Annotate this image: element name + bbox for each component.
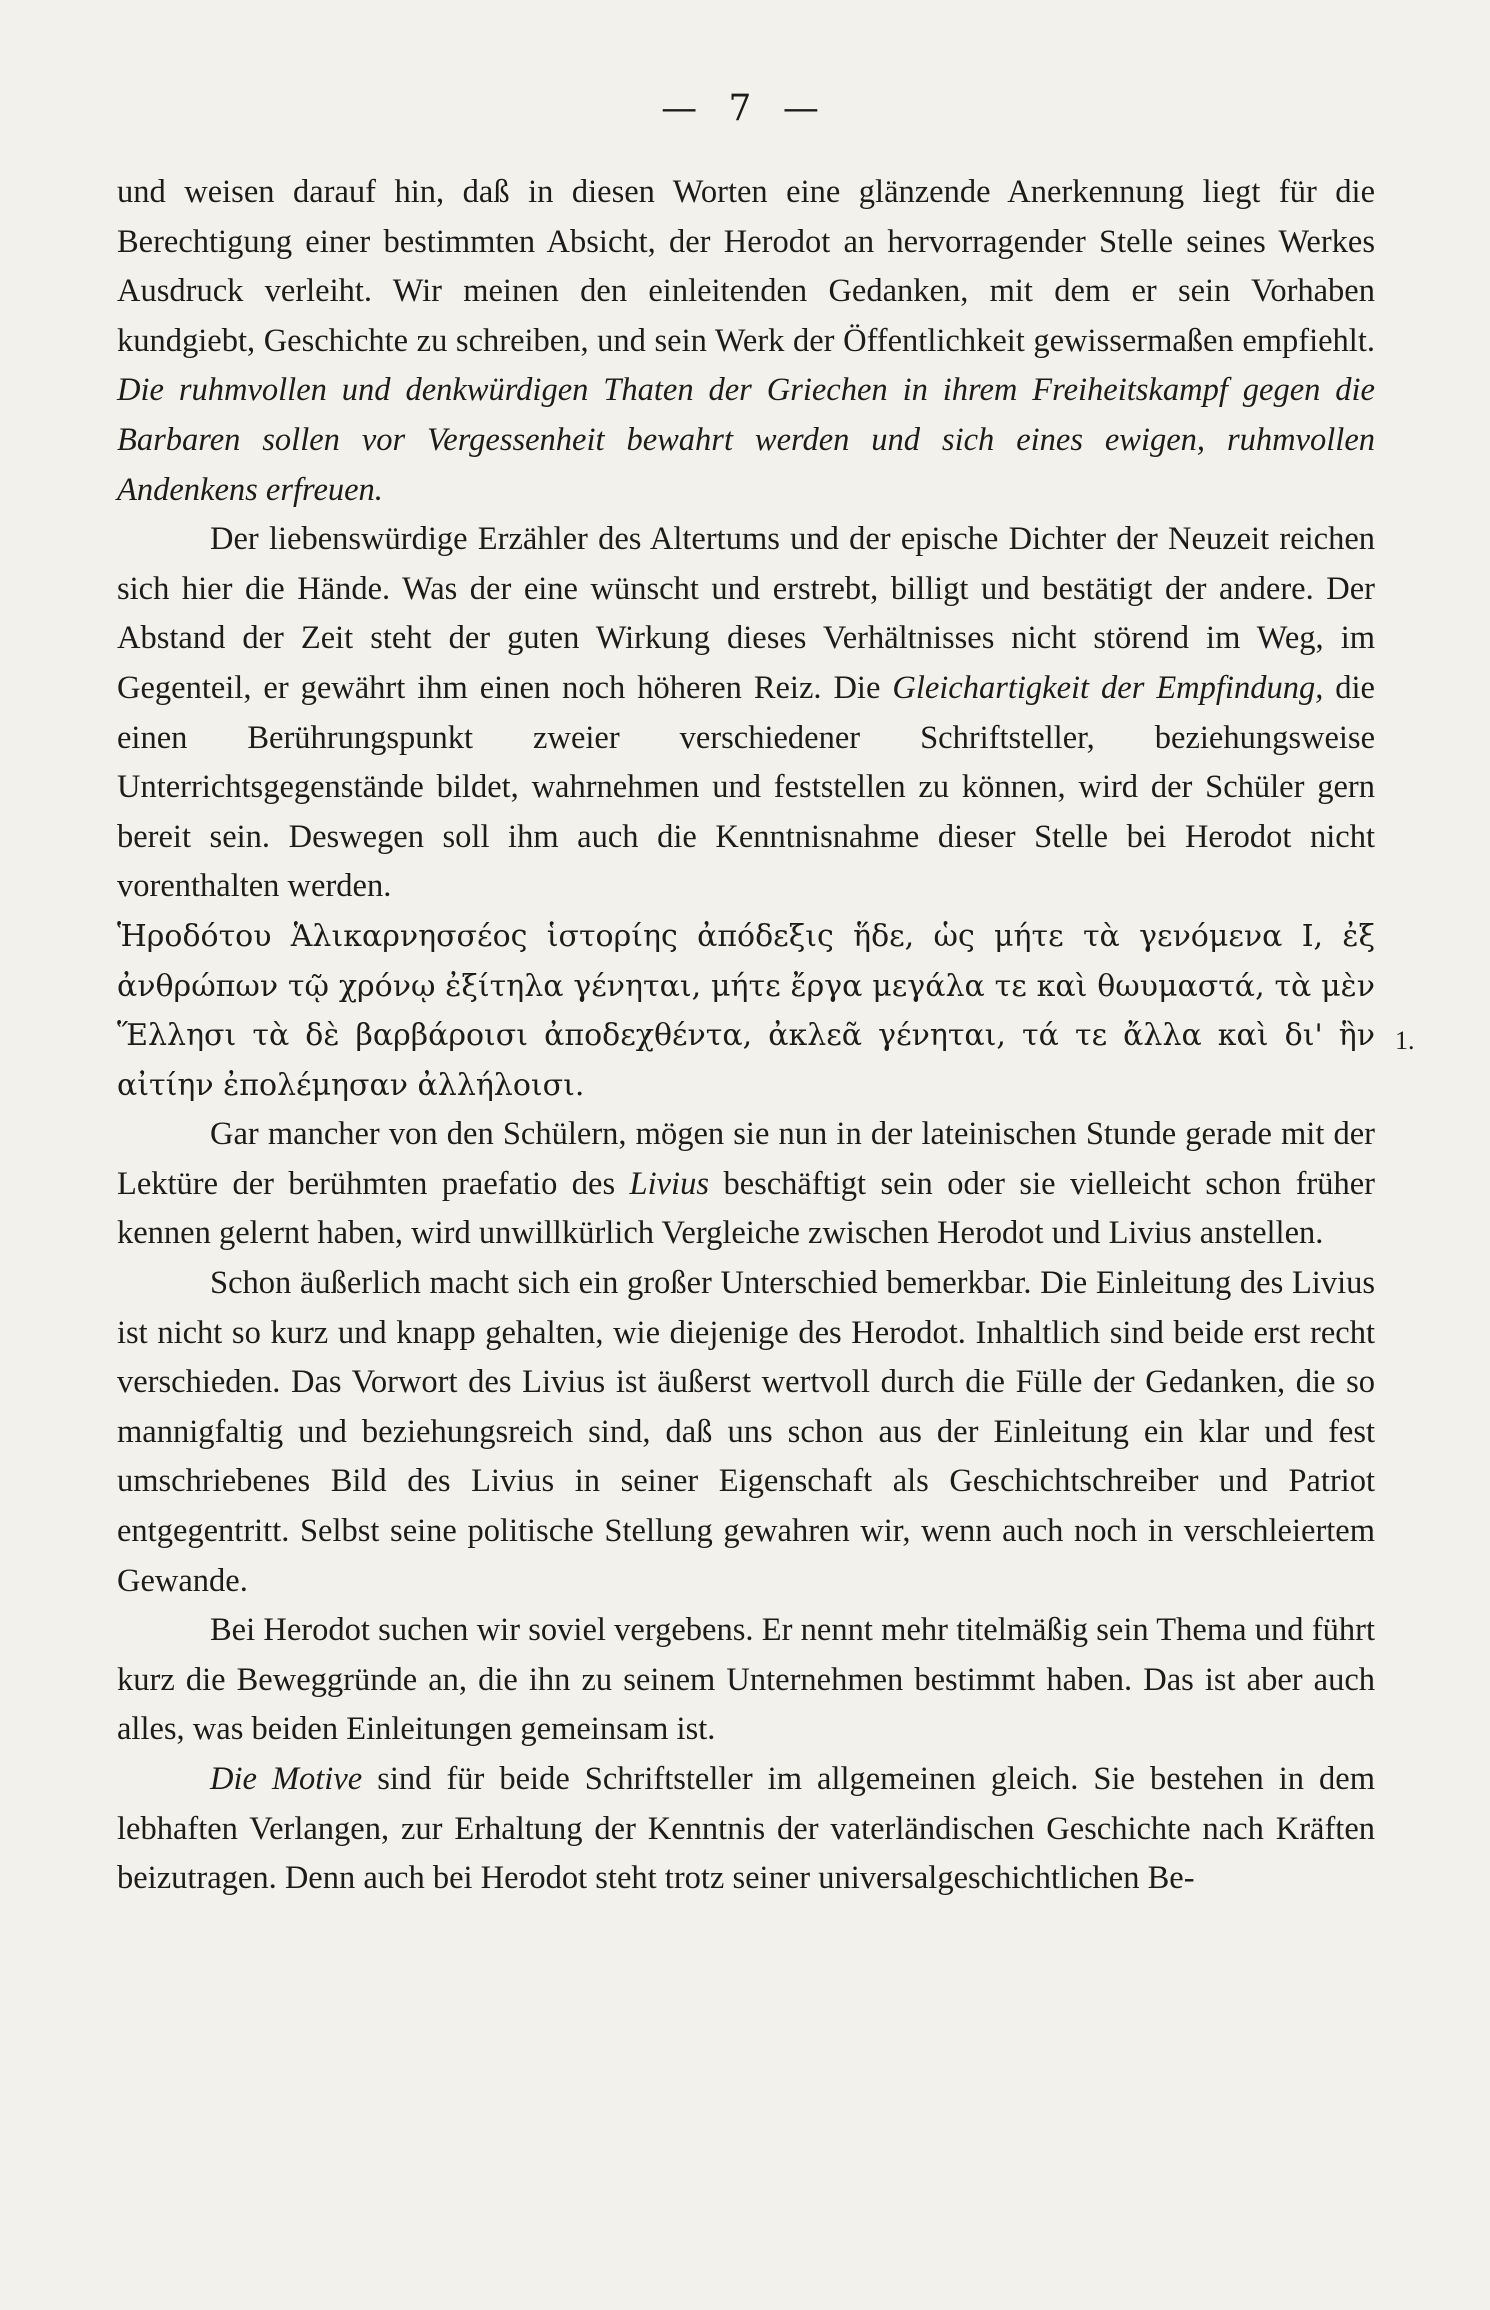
- greek-quotation: Ἡροδότου Ἁλικαρνησσέος ἱστορίης ἀπόδεξις ἥδε, ὡς μήτε τὰ γενόμενα I, ἐξ ἀνθρώπων τῷ χρόνῳ ἐξίτηλα γένηται, μήτε ἔργα μεγάλα τε καὶ θωυμαστά, τὰ μὲν Ἕλλησι τὰ δὲ βαρβάροισι ἀποδεχθέντα, ἀκλεᾶ γένηται, τά τε ἄλλα καὶ δι' ἣν αἰτίην ἐπολέμησαν ἀλλήλοισι.: [117, 918, 1375, 1103]
- paragraph-6-italic: Die Motive: [210, 1761, 363, 1797]
- page-body: [117, 168, 1375, 1904]
- paragraph-6: [117, 1755, 1375, 1904]
- paragraph-2-text-a: Der liebenswürdige Erzähler des Altertums und der epische Dichter der Neuzeit reichen sich hier die Hände. Was der eine wünscht und erstrebt, billigt und bestätigt der andere. Der Abstand der Zeit steht der guten Wirkung dieses Verhältnisses nicht störend im Weg, im Gegenteil, er gewährt ihm einen noch höheren Reiz. Die: [117, 521, 1375, 706]
- paragraph-3-text-a: Gar mancher von den Schülern, mögen sie nun in der lateinischen Stunde gerade mit der Lektüre der berühmten praefatio des: [117, 1116, 1375, 1202]
- paragraph-6-text: sind für beide Schriftsteller im allgemeinen gleich. Sie bestehen in dem lebhaften Verlangen, zur Erhaltung der Kenntnis der vaterländischen Geschichte nach Kräften beizutragen. Denn auch bei Herodot steht trotz seiner universalgeschichtlichen Be-: [117, 1761, 1375, 1897]
- page-number: — 7 —: [661, 88, 829, 129]
- paragraph-1-text: und weisen darauf hin, daß in diesen Worten eine glänzende Anerkennung liegt für die Berechtigung einer bestimmten Absicht, der Herodot an hervorragender Stelle seines Werkes Ausdruck verleiht. Wir meinen den einleitenden Gedanken, mit dem er sein Vorhaben kundgiebt, Geschichte zu schreiben, und sein Werk der Öffentlichkeit gewissermaßen empfiehlt.: [117, 174, 1375, 359]
- paragraph-2: [117, 515, 1375, 912]
- margin-note: 1.: [1395, 1026, 1415, 1055]
- paragraph-3-text-b: beschäftigt sein oder sie vielleicht schon früher kennen gelernt haben, wird unwillkürlich Vergleiche zwischen Herodot und Livius anstellen.: [117, 1165, 1375, 1252]
- paragraph-5: Bei Herodot suchen wir soviel vergebens. Er nennt mehr titelmäßig sein Thema und führt kurz die Beweggründe an, die ihn zu seinem Unternehmen bestimmt haben. Das ist aber auch alles, was beiden Einleitungen gemeinsam ist.: [117, 1612, 1375, 1748]
- paragraph-1: [117, 168, 1375, 515]
- paragraph-2-italic: Gleichartigkeit der Empfindung,: [892, 669, 1324, 706]
- paragraph-2-text-b: die einen Berührungspunkt zweier verschiedener Schriftsteller, beziehungsweise Unterrichtsgegenstände bildet, wahrnehmen und feststellen zu können, wird der Schüler gern bereit sein. Deswegen soll ihm auch die Kenntnisnahme dieser Stelle bei Herodot nicht vorenthalten werden.: [117, 669, 1375, 905]
- paragraph-3-italic: Livius: [629, 1165, 709, 1202]
- paragraph-3: [117, 1110, 1375, 1259]
- paragraph-4: Schon äußerlich macht sich ein großer Unterschied bemerkbar. Die Einleitung des Livius ist nicht so kurz und knapp gehalten, wie diejenige des Herodot. Inhaltlich sind beide erst recht verschieden. Das Vorwort des Livius ist äußerst wertvoll durch die Fülle der Gedanken, die so mannigfaltig und beziehungsreich sind, daß uns schon aus der Einleitung ein klar und fest umschriebenes Bild des Livius in seiner Eigenschaft als Geschichtschreiber und Patriot entgegentritt. Selbst seine politische Stellung gewahren wir, wenn auch noch in verschleiertem Gewande.: [117, 1265, 1375, 1599]
- paragraph-1-italic: Die ruhmvollen und denkwürdigen Thaten der Griechen in ihrem Freiheitskampf gegen die Barbaren sollen vor Vergessenheit bewahrt werden und sich eines ewigen, ruhmvollen Andenkens erfreuen.: [117, 372, 1375, 508]
